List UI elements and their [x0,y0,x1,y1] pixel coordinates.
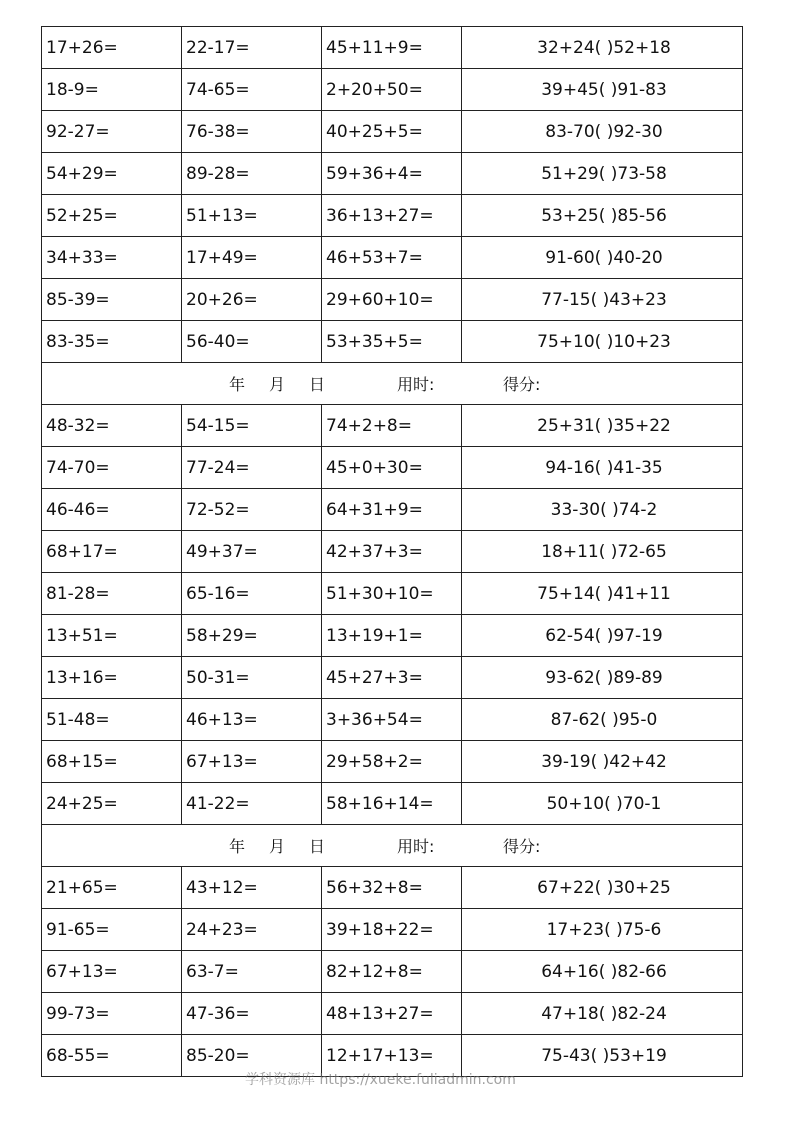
arithmetic-problem: 46+13= [182,699,322,741]
arithmetic-problem: 3+36+54= [322,699,462,741]
watermark-text: 学科资源库 https://xueke.fuliadmin.com [245,1072,516,1088]
arithmetic-problem: 20+26= [182,279,322,321]
comparison-problem: 47+18( )82-24 [462,993,743,1035]
time-used-label: 用时: [397,837,435,856]
comparison-problem: 93-62( )89-89 [462,657,743,699]
arithmetic-problem: 48-32= [42,405,182,447]
arithmetic-problem: 74-70= [42,447,182,489]
arithmetic-problem: 85-20= [182,1035,322,1077]
arithmetic-problem: 45+0+30= [322,447,462,489]
arithmetic-problem: 52+25= [42,195,182,237]
comparison-problem: 77-15( )43+23 [462,279,743,321]
month-label: 月 [269,375,286,394]
comparison-problem: 25+31( )35+22 [462,405,743,447]
arithmetic-problem: 43+12= [182,867,322,909]
problem-row [42,153,743,195]
problem-row [42,657,743,699]
arithmetic-problem: 83-35= [42,321,182,363]
arithmetic-problem: 58+16+14= [322,783,462,825]
day-label: 日 [309,375,326,394]
problem-row [42,699,743,741]
arithmetic-problem: 51+30+10= [322,573,462,615]
arithmetic-problem: 74+2+8= [322,405,462,447]
arithmetic-problem: 13+51= [42,615,182,657]
comparison-problem: 17+23( )75-6 [462,909,743,951]
arithmetic-problem: 74-65= [182,69,322,111]
arithmetic-problem: 56-40= [182,321,322,363]
arithmetic-problem: 59+36+4= [322,153,462,195]
comparison-problem: 39-19( )42+42 [462,741,743,783]
comparison-problem: 75-43( )53+19 [462,1035,743,1077]
score-label: 得分: [503,837,541,856]
problem-row [42,867,743,909]
date-header [46,825,742,866]
arithmetic-problem: 53+35+5= [322,321,462,363]
date-header-row [42,363,743,405]
arithmetic-problem: 24+23= [182,909,322,951]
problem-row [42,27,743,69]
arithmetic-problem: 29+60+10= [322,279,462,321]
arithmetic-problem: 68-55= [42,1035,182,1077]
arithmetic-problem: 76-38= [182,111,322,153]
arithmetic-problem: 42+37+3= [322,531,462,573]
arithmetic-problem: 51+13= [182,195,322,237]
arithmetic-problem: 99-73= [42,993,182,1035]
problem-row [42,741,743,783]
comparison-problem: 33-30( )74-2 [462,489,743,531]
arithmetic-problem: 50-31= [182,657,322,699]
comparison-problem: 83-70( )92-30 [462,111,743,153]
arithmetic-problem: 41-22= [182,783,322,825]
problem-row [42,489,743,531]
arithmetic-problem: 18-9= [42,69,182,111]
arithmetic-problem: 13+19+1= [322,615,462,657]
comparison-problem: 91-60( )40-20 [462,237,743,279]
problem-row [42,951,743,993]
problem-row [42,993,743,1035]
arithmetic-problem: 39+18+22= [322,909,462,951]
arithmetic-problem: 45+27+3= [322,657,462,699]
date-header-row [42,825,743,867]
comparison-problem: 94-16( )41-35 [462,447,743,489]
problem-row [42,615,743,657]
arithmetic-problem: 46-46= [42,489,182,531]
comparison-problem: 18+11( )72-65 [462,531,743,573]
score-label: 得分: [503,375,541,394]
date-header-cell [42,825,743,867]
problem-row [42,447,743,489]
arithmetic-problem: 92-27= [42,111,182,153]
arithmetic-problem: 40+25+5= [322,111,462,153]
year-label: 年 [229,837,246,856]
date-header [46,363,742,404]
arithmetic-problem: 24+25= [42,783,182,825]
arithmetic-problem: 47-36= [182,993,322,1035]
arithmetic-problem: 77-24= [182,447,322,489]
comparison-problem: 62-54( )97-19 [462,615,743,657]
arithmetic-problem: 58+29= [182,615,322,657]
problem-row [42,69,743,111]
comparison-problem: 39+45( )91-83 [462,69,743,111]
comparison-problem: 51+29( )73-58 [462,153,743,195]
comparison-problem: 67+22( )30+25 [462,867,743,909]
arithmetic-problem: 12+17+13= [322,1035,462,1077]
arithmetic-problem: 13+16= [42,657,182,699]
arithmetic-problem: 85-39= [42,279,182,321]
problem-row [42,531,743,573]
problem-row [42,237,743,279]
arithmetic-problem: 63-7= [182,951,322,993]
year-label: 年 [229,375,246,394]
arithmetic-problem: 54-15= [182,405,322,447]
arithmetic-problem: 21+65= [42,867,182,909]
arithmetic-problem: 81-28= [42,573,182,615]
date-header-cell [42,363,743,405]
arithmetic-problem: 48+13+27= [322,993,462,1035]
problem-row [42,1035,743,1077]
arithmetic-problem: 51-48= [42,699,182,741]
arithmetic-problem: 2+20+50= [322,69,462,111]
problem-row [42,909,743,951]
arithmetic-problem: 67+13= [42,951,182,993]
problem-row [42,405,743,447]
month-label: 月 [269,837,286,856]
arithmetic-problem: 36+13+27= [322,195,462,237]
problem-row [42,111,743,153]
arithmetic-problem: 89-28= [182,153,322,195]
arithmetic-problem: 65-16= [182,573,322,615]
arithmetic-problem: 68+15= [42,741,182,783]
comparison-problem: 87-62( )95-0 [462,699,743,741]
problem-row [42,783,743,825]
arithmetic-problem: 68+17= [42,531,182,573]
comparison-problem: 64+16( )82-66 [462,951,743,993]
comparison-problem: 75+10( )10+23 [462,321,743,363]
arithmetic-problem: 64+31+9= [322,489,462,531]
problem-row [42,321,743,363]
arithmetic-problem: 82+12+8= [322,951,462,993]
arithmetic-problem: 72-52= [182,489,322,531]
arithmetic-problem: 29+58+2= [322,741,462,783]
arithmetic-problem: 54+29= [42,153,182,195]
problem-row [42,573,743,615]
comparison-problem: 32+24( )52+18 [462,27,743,69]
arithmetic-problem: 22-17= [182,27,322,69]
arithmetic-problem: 49+37= [182,531,322,573]
arithmetic-problem: 17+26= [42,27,182,69]
comparison-problem: 75+14( )41+11 [462,573,743,615]
problem-table [41,26,743,1077]
time-used-label: 用时: [397,375,435,394]
arithmetic-problem: 34+33= [42,237,182,279]
arithmetic-problem: 56+32+8= [322,867,462,909]
arithmetic-problem: 45+11+9= [322,27,462,69]
arithmetic-problem: 17+49= [182,237,322,279]
arithmetic-problem: 91-65= [42,909,182,951]
arithmetic-problem: 46+53+7= [322,237,462,279]
worksheet [41,26,742,1077]
comparison-problem: 50+10( )70-1 [462,783,743,825]
arithmetic-problem: 67+13= [182,741,322,783]
problem-table-body [42,27,743,1077]
day-label: 日 [309,837,326,856]
problem-row [42,195,743,237]
comparison-problem: 53+25( )85-56 [462,195,743,237]
problem-row [42,279,743,321]
